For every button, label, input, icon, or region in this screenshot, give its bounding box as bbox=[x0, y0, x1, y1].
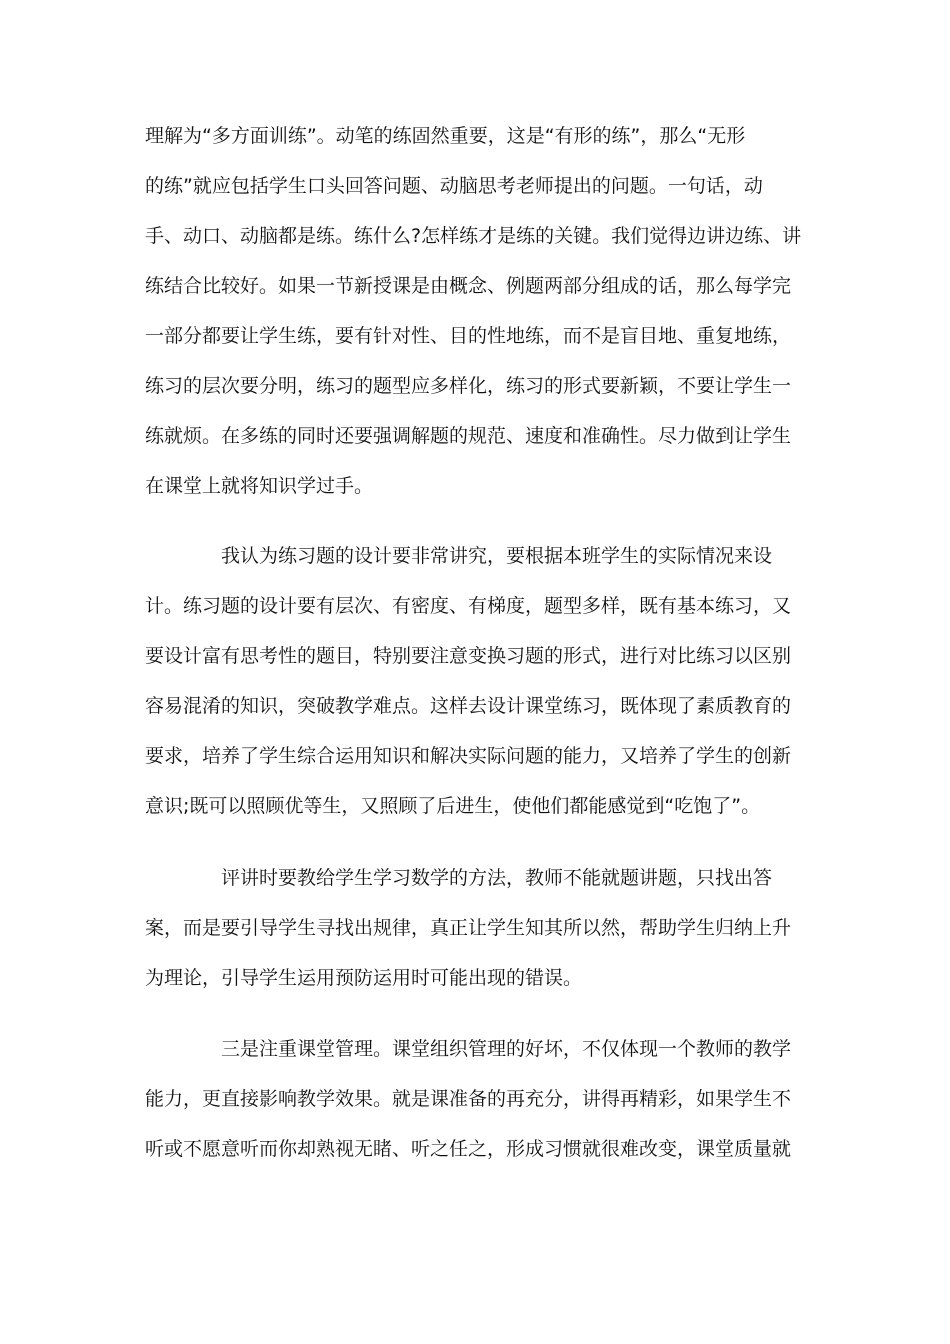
paragraph-line: 练习的层次要分明，练习的题型应多样化，练习的形式要新颖，不要让学生一 bbox=[145, 375, 792, 397]
paragraph-line: 手、动口、动脑都是练。练什么?怎样练才是练的关键。我们觉得边讲边练、讲 bbox=[145, 225, 802, 247]
paragraph-line: 我认为练习题的设计要非常讲究，要根据本班学生的实际情况来设 bbox=[221, 545, 773, 567]
paragraph-line: 案，而是要引导学生寻找出规律，真正让学生知其所以然，帮助学生归纳上升 bbox=[145, 917, 792, 939]
paragraph-line: 要求，培养了学生综合运用知识和解决实际问题的能力，又培养了学生的创新 bbox=[145, 745, 792, 767]
paragraph-line: 评讲时要教给学生学习数学的方法，教师不能就题讲题，只找出答 bbox=[221, 867, 773, 889]
paragraph-line: 容易混淆的知识，突破教学难点。这样去设计课堂练习，既体现了素质教育的 bbox=[145, 695, 792, 717]
paragraph-line: 意识;既可以照顾优等生，又照顾了后进生，使他们都能感觉到“吃饱了”。 bbox=[145, 795, 761, 817]
paragraph-line: 练就烦。在多练的同时还要强调解题的规范、速度和准确性。尽力做到让学生 bbox=[145, 425, 792, 447]
paragraph-line: 要设计富有思考性的题目，特别要注意变换习题的形式，进行对比练习以区别 bbox=[145, 645, 792, 667]
paragraph-line: 一部分都要让学生练，要有针对性、目的性地练，而不是盲目地、重复地练， bbox=[145, 325, 792, 347]
paragraph-line: 听或不愿意听而你却熟视无睹、听之任之，形成习惯就很难改变，课堂质量就 bbox=[145, 1138, 792, 1160]
paragraph-line: 计。练习题的设计要有层次、有密度、有梯度，题型多样，既有基本练习，又 bbox=[145, 595, 792, 617]
paragraph-line: 的练”就应包括学生口头回答问题、动脑思考老师提出的问题。一句话，动 bbox=[145, 175, 763, 197]
paragraph-line: 能力，更直接影响教学效果。就是课准备的再充分，讲得再精彩，如果学生不 bbox=[145, 1088, 792, 1110]
paragraph-line: 在课堂上就将知识学过手。 bbox=[145, 475, 374, 497]
paragraph-line: 三是注重课堂管理。课堂组织管理的好坏，不仅体现一个教师的教学 bbox=[221, 1038, 792, 1060]
paragraph-line: 为理论，引导学生运用预防运用时可能出现的错误。 bbox=[145, 967, 583, 989]
paragraph-2 bbox=[145, 531, 791, 831]
paragraph-line: 练结合比较好。如果一节新授课是由概念、例题两部分组成的话，那么每学完 bbox=[145, 275, 792, 297]
paragraph-4 bbox=[145, 1024, 791, 1174]
paragraph-3 bbox=[145, 853, 791, 1003]
paragraph-line: 理解为“多方面训练”。动笔的练固然重要，这是“有形的练”，那么“无形 bbox=[145, 125, 746, 147]
paragraph-1 bbox=[145, 111, 801, 511]
